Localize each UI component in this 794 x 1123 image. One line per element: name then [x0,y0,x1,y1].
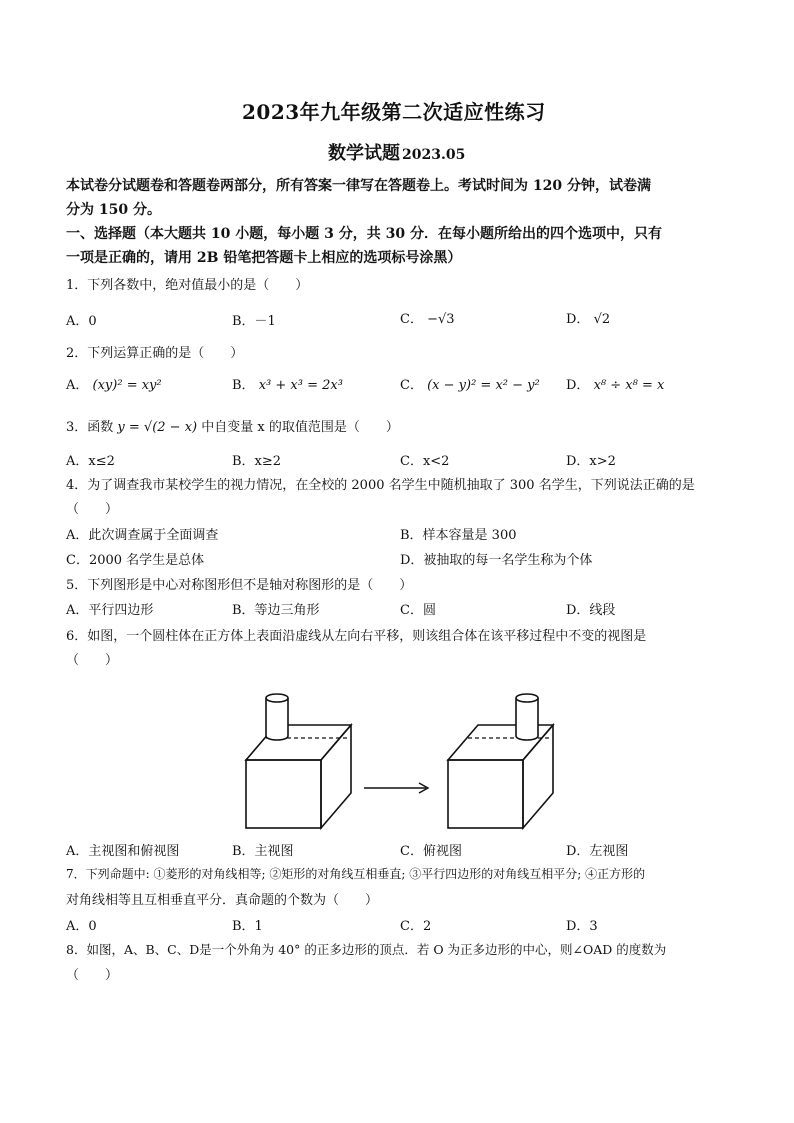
exam-date: 2023.05 [402,147,466,163]
q1-option-d [566,308,610,327]
q3-stem-post: 中自变量 x 的取值范围是（ ） [197,420,399,435]
question-7-stem-2: 对角线相等且互相垂直平分．真命题的个数为（ ） [66,893,379,908]
question-5-stem: 5．下列图形是中心对称图形但不是轴对称图形的是（ ） [66,578,413,593]
q2-option-b [232,374,343,393]
q2-option-c-math: (x − y)² = x² − y² [427,378,540,393]
q3-function: y = √(2 − x) [117,420,198,435]
q2-option-d [566,374,664,393]
q1-option-b: B．－1 [232,314,276,329]
question-3-stem [66,416,399,435]
intro-line-1: 本试卷分试题卷和答题卷两部分，所有答案一律写在答题卷上。考试时间为 120 分钟，试卷满 [66,178,651,194]
left-cube [246,725,351,828]
question-6-stem-2: （ ） [66,653,119,668]
q2-option-a-label: A． [66,378,89,393]
q2-option-c-label: C． [400,378,423,393]
exam-title: 2023年九年级第二次适应性练习 [242,100,546,124]
q2-option-d-math: x⁸ ÷ x⁸ = x [593,378,665,393]
q4-option-c: C．2000 名学生是总体 [66,553,205,568]
q5-option-a: A．平行四边形 [66,603,154,618]
q2-option-c [400,374,540,393]
q4-option-d: D．被抽取的每一名学生称为个体 [400,553,593,568]
arrow-icon [364,783,428,793]
question-4-stem: 4．为了调查我市某校学生的视力情况，在全校的 2000 名学生中随机抽取了 300 名学生，下列说法正确的是 [66,478,695,493]
q3-option-b: B．x≥2 [232,454,282,469]
section-header-line-2: 一项是正确的，请用 2B 铅笔把答题卡上相应的选项标号涂黑） [66,250,462,266]
q7-option-c: C．2 [400,919,432,934]
question-1-stem: 1．下列各数中，绝对值最小的是（ ） [66,278,309,293]
cube-cylinder-figure [236,680,566,835]
subject-title: 数学试题 [328,143,400,164]
question-8-stem: 8．如图，A、B、C、D是一个外角为 40° 的正多边形的顶点．若 O 为正多边形的中心，则∠OAD 的度数为 [66,942,667,957]
q2-option-b-label: B． [232,378,255,393]
q7-option-d: D．3 [566,919,598,934]
question-7-stem: 7．下列命题中: ①菱形的对角线相等; ②矩形的对角线互相垂直; ③平行四边形的对角线互相平分; ④正方形的 [66,867,646,881]
q7-option-a: A．0 [66,919,97,934]
q4-option-b: B．样本容量是 300 [400,528,517,543]
q1-option-d-math: √2 [593,312,611,327]
q5-option-b: B．等边三角形 [232,603,320,618]
q6-option-a: A．主视图和俯视图 [66,844,180,859]
q1-option-c-label: C． [400,312,423,327]
question-4-stem-2: （ ） [66,502,119,517]
q6-option-d: D．左视图 [566,844,629,859]
section-header-line-1: 一、选择题（本大题共 10 小题，每小题 3 分，共 30 分．在每小题所给出的四个选项中，只有 [66,226,662,242]
q3-option-a: A．x≤2 [66,454,115,469]
q6-option-b: B．主视图 [232,844,294,859]
question-2-stem: 2．下列运算正确的是（ ） [66,346,244,361]
question-6-stem: 6．如图，一个圆柱体在正方体上表面沿虚线从左向右平移，则该组合体在该平移过程中不变的视图是 [66,629,647,644]
q6-option-c: C．俯视图 [400,844,462,859]
q5-option-c: C．圆 [400,603,436,618]
q1-option-a: A．0 [66,314,97,329]
q2-option-b-math: x³ + x³ = 2x³ [258,378,343,393]
q1-option-d-label: D． [566,312,590,327]
q5-option-d: D．线段 [566,603,616,618]
right-cube [448,725,553,828]
question-8-stem-2: （ ） [66,968,119,983]
q2-option-a-math: (xy)² = xy² [92,378,162,393]
exam-subtitle [328,139,465,165]
right-cylinder [516,694,538,740]
q7-option-b: B．1 [232,919,263,934]
q1-option-c-math: −√3 [427,312,455,327]
left-cylinder [266,694,288,740]
q4-option-a: A．此次调查属于全面调查 [66,528,219,543]
q3-option-d: D．x>2 [566,454,616,469]
q2-option-d-label: D． [566,378,590,393]
q3-option-c: C．x<2 [400,454,450,469]
intro-line-2: 分为 150 分。 [66,202,161,218]
q3-stem-pre: 3．函数 [66,420,118,435]
q1-option-c [400,308,455,327]
q2-option-a [66,374,162,393]
